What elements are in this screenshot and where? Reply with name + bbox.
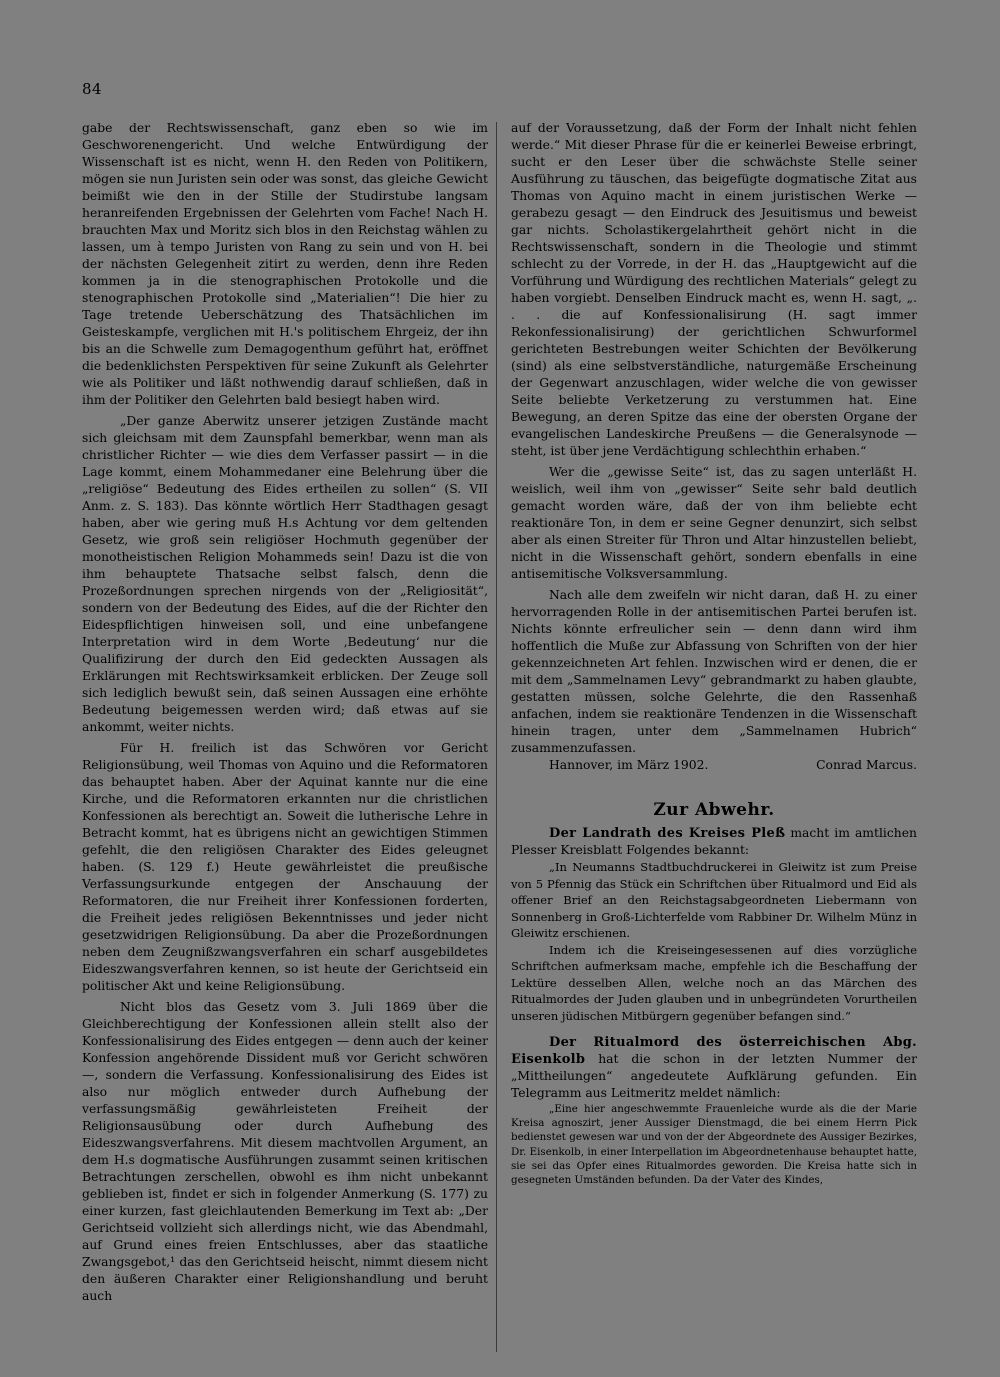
paragraph: Wer die „gewisse Seite“ ist, das zu sagen unterläßt H. weislich, weil ihm von „gewisser“ Seite sehr bald deutlich gemacht worden wäre, daß der von ihm beliebte echt reaktionäre Ton, in dem er seine Gegner denunzirt, sich selbst aber als einen Streiter für Thron und Altar hinzustellen beliebt, nicht in die Wissenschaft gehört, sondern ebenfalls in eine antisemitische Volksversammlung. — [511, 465, 917, 581]
news-item-lead: Der Ritualmord des österreichischen Abg. Eisenkolb — [511, 1035, 917, 1067]
signature-line — [511, 757, 917, 774]
column-divider — [496, 122, 497, 1352]
news-item-lead: Der Landrath des Kreises Pleß — [549, 826, 786, 841]
quoted-telegram — [511, 1102, 917, 1187]
news-item-text: hat die schon in der letzten Nummer der „Mittheilungen“ angedeutete Aufklärung gefunden. Ein Telegramm aus Leitmeritz meldet nämlich: — [511, 1052, 917, 1100]
paragraph: gabe der Rechtswissenschaft, ganz eben so wie im Geschworenengericht. Und welche Entwürdigung der Wissenschaft ist es nicht, wenn H. den Reden von Politikern, mögen sie nun Juristen sein oder was sonst, das gleiche Gewicht beimißt wie den in der Stille der Studirstube langsam heranreifenden Ergebnissen der Gelehrten vom Fache! Nach H. brauchten Max und Moritz sich blos in den Reichstag wählen zu lassen, um à tempo Juristen von Rang zu sein und von H. bei der nächsten Gelegenheit zitirt zu werden, denn ihre Reden kommen ja in die stenographischen Protokolle und die stenographischen Protokolle sind „Materialien“! Die hier zu Tage tretende Ueberschätzung des Thatsächlichen im Geisteskampfe, verglichen mit H.'s politischem Ehrgeiz, der ihn bis an die Schwelle zum Demagogenthum geführt hat, eröffnet die bedenklichsten Perspektiven für seine Zukunft als Gelehrter wie als Politiker und läßt nothwendig darauf schließen, daß in ihm der Politiker den Gelehrten bald besiegt haben wird. — [82, 121, 488, 407]
paragraph: Für H. freilich ist das Schwören vor Gericht Religionsübung, weil Thomas von Aquino und die Reformatoren das behauptet haben. Aber der Aquinat kannte nur die eine Kirche, und die Reformatoren erkannten nur die christlichen Konfessionen als berechtigt an. Soweit die lutherische Lehre in Betracht kommt, hat es übrigens nicht an gewichtigen Stimmen gefehlt, die den religiösen Charakter des Eides geleugnet haben. (S. 129 f.) Heute gewährleistet die preußische Verfassungsurkunde entgegen der Anschauung der Reformatoren, die nur Freiheit ihrer Konfessionen forderten, die Freiheit jedes religiösen Bekenntnisses und jeder nicht gesetzwidrigen Religionsübung. Da aber die Prozeßordnungen neben dem Zeugnißzwangsverfahren ein scharf ausgebildetes Eideszwangsverfahren kennen, so ist heute der Gerichtseid ein politischer Akt und keine Religionsübung. — [82, 741, 488, 993]
paragraph: Nicht blos das Gesetz vom 3. Juli 1869 über die Gleichberechtigung der Konfessionen allein stellt also der Konfessionalisirung des Eides entgegen — denn auch der keiner Konfession angehörende Dissident muß vor Gericht schwören —, sondern die Verfassung. Konfessionalisirung des Eides ist also nur möglich entweder durch Aufhebung der verfassungsmäßig gewährleisteten Freiheit der Religionsausübung oder durch Aufhebung des Eideszwangsverfahrens. Mit diesem machtvollen Argument, an dem H.s dogmatische Ausführungen zusammt seinen kritischen Betrachtungen zerschellen, obwohl es ihm nicht unbekannt geblieben ist, findet er sich in folgender Anmerkung (S. 177) zu einer kurzen, fast gleichlautenden Bemerkung im Text ab: „Der Gerichtseid vollzieht sich allerdings nicht, wie das Abendmahl, auf Grund eines freien Entschlusses, aber das staatliche Zwangsgebot,¹ das den Gerichtseid heischt, nimmt diesem nicht den äußeren Charakter einer Religionshandlung und beruht auch — [82, 1000, 488, 1303]
quote-paragraph: Indem ich die Kreiseingesessenen auf dies vorzügliche Schriftchen aufmerksam mache, empfehle ich die Beschaffung der Lektüre desselben Allen, welche noch an das Märchen des Ritualmordes der Juden glauben und in unbegründeten Vorurtheilen unseren jüdischen Mitbürgern gegenüber befangen sind.“ — [511, 942, 917, 1023]
quoted-announcement — [511, 859, 917, 1024]
page-number: 84 — [82, 80, 103, 98]
place-date: Hannover, im März 1902. — [549, 758, 709, 772]
news-item — [511, 825, 917, 859]
left-column — [82, 120, 488, 1305]
paragraph: auf der Voraussetzung, daß der Form der Inhalt nicht fehlen werde.“ Mit dieser Phrase für die er keinerlei Beweise erbringt, sucht er den Leser über die schwächste Stelle seiner Ausführung zu täuschen, das beigefügte dogmatische Zitat aus Thomas von Aquino macht in einem juristischen Werke — gerabezu gesagt — den Eindruck des Jesuitismus und beweist gar nichts. Scholastikergelahrtheit gehört nicht in die Rechtswissenschaft, sondern in die Theologie und stimmt schlecht zu der Vorrede, in der H. das „Hauptgewicht auf die Vorführung und Würdigung des rechtlichen Materials“ gelegt zu haben vorgiebt. Denselben Eindruck macht es, wenn H. sagt, „. . . die auf Konfessionalisirung (H. sagt immer Rekonfessionalisirung) der gerichtlichen Schwurformel gerichteten Bestrebungen weiter Schichten der Bevölkerung (sind) als eine selbstverständliche, naturgemäße Erscheinung der Gegenwart anzuschlagen, wider welche die von gewisser Seite beliebte Verketzerung zu verstummen hat. Eine Bewegung, an deren Spitze das eine der obersten Organe der evangelischen Landeskirche Preußens — die Generalsynode — steht, ist über jene Verdächtigung schlechthin erhaben.“ — [511, 121, 917, 458]
news-item-text: macht im amtlichen Plesser Kreisblatt Folgendes bekannt: — [511, 826, 917, 857]
section-title: Zur Abwehr. — [653, 800, 775, 820]
quote-paragraph: „In Neumanns Stadtbuchdruckerei in Gleiwitz ist zum Preise von 5 Pfennig das Stück ein Schriftchen über Ritualmord und Eid als offener Brief an den Reichstagsabgeordneten Liebermann von Sonnenberg in Groß-Lichterfelde vom Rabbiner Dr. Wilhelm Münz in Gleiwitz erschienen. — [511, 860, 917, 940]
right-column — [511, 120, 917, 1187]
paragraph: „Der ganze Aberwitz unserer jetzigen Zustände macht sich gleichsam mit dem Zaunspfahl bemerkbar, wenn man als christlicher Richter — wie dies dem Verfasser passirt — in die Lage kommt, einem Mohammedaner eine Belehrung über die „religiöse“ Bedeutung des Eides ertheilen zu sollen“ (S. VII Anm. z. S. 183). Das könnte wörtlich Herr Stadthagen gesagt haben, aber wie gering muß H.s Achtung vor dem geltenden Gesetz, wie groß sein religiöser Hochmuth gegenüber der monotheistischen Religion Mohammeds sein! Dazu ist die von ihm behauptete Thatsache selbst falsch, denn die Prozeßordnungen sprechen nirgends von der „Religiosität“, sondern von der Bedeutung des Eides, auf die der Richter den Eidespflichtigen hinweisen soll, und eine unbefangene Interpretation wird in dem Worte ‚Bedeutung‘ nur die Qualifizirung der durch den Eid gedeckten Aussagen als Erklärungen mit Rechtswirksamkeit erblicken. Der Zeuge soll sich lediglich bewußt sein, daß seinen Aussagen eine erhöhte Bedeutung beigemessen werden wird; daß etwas auf sie ankommt, weiter nichts. — [82, 414, 488, 734]
paragraph: Nach alle dem zweifeln wir nicht daran, daß H. zu einer hervorragenden Rolle in der antisemitischen Partei berufen ist. Nichts könnte erfreulicher sein — denn dann wird ihm hoffentlich die Muße zur Abfassung von Schriften von der hier gekennzeichneten Art fehlen. Inzwischen wird er denen, die er mit dem „Sammelnamen Levy“ gebrandmarkt zu haben glaubte, gestatten müssen, solche Gelehrte, die den Rassenhaß anfachen, indem sie reaktionäre Tendenzen in die Wissenschaft hinein tragen, unter dem „Sammelnamen Hubrich“ zusammenzufassen. — [511, 588, 917, 755]
quote-paragraph: „Eine hier angeschwemmte Frauenleiche wurde als die der Marie Kreisa agnoszirt, jener Aussiger Dienstmagd, die bei einem Herrn Pick bedienstet gewesen war und von der der Abgeordnete des Aussiger Bezirkes, Dr. Eisenkolb, in einer Interpellation im Abgeordnetenhause behauptet hatte, sie sei das Opfer eines Ritualmordes geworden. Die Kreisa hatte sich in gesegneten Umständen befunden. Da der Vater des Kindes, — [511, 1103, 917, 1187]
news-item — [511, 1034, 917, 1102]
author-signature: Conrad Marcus. — [816, 758, 917, 772]
